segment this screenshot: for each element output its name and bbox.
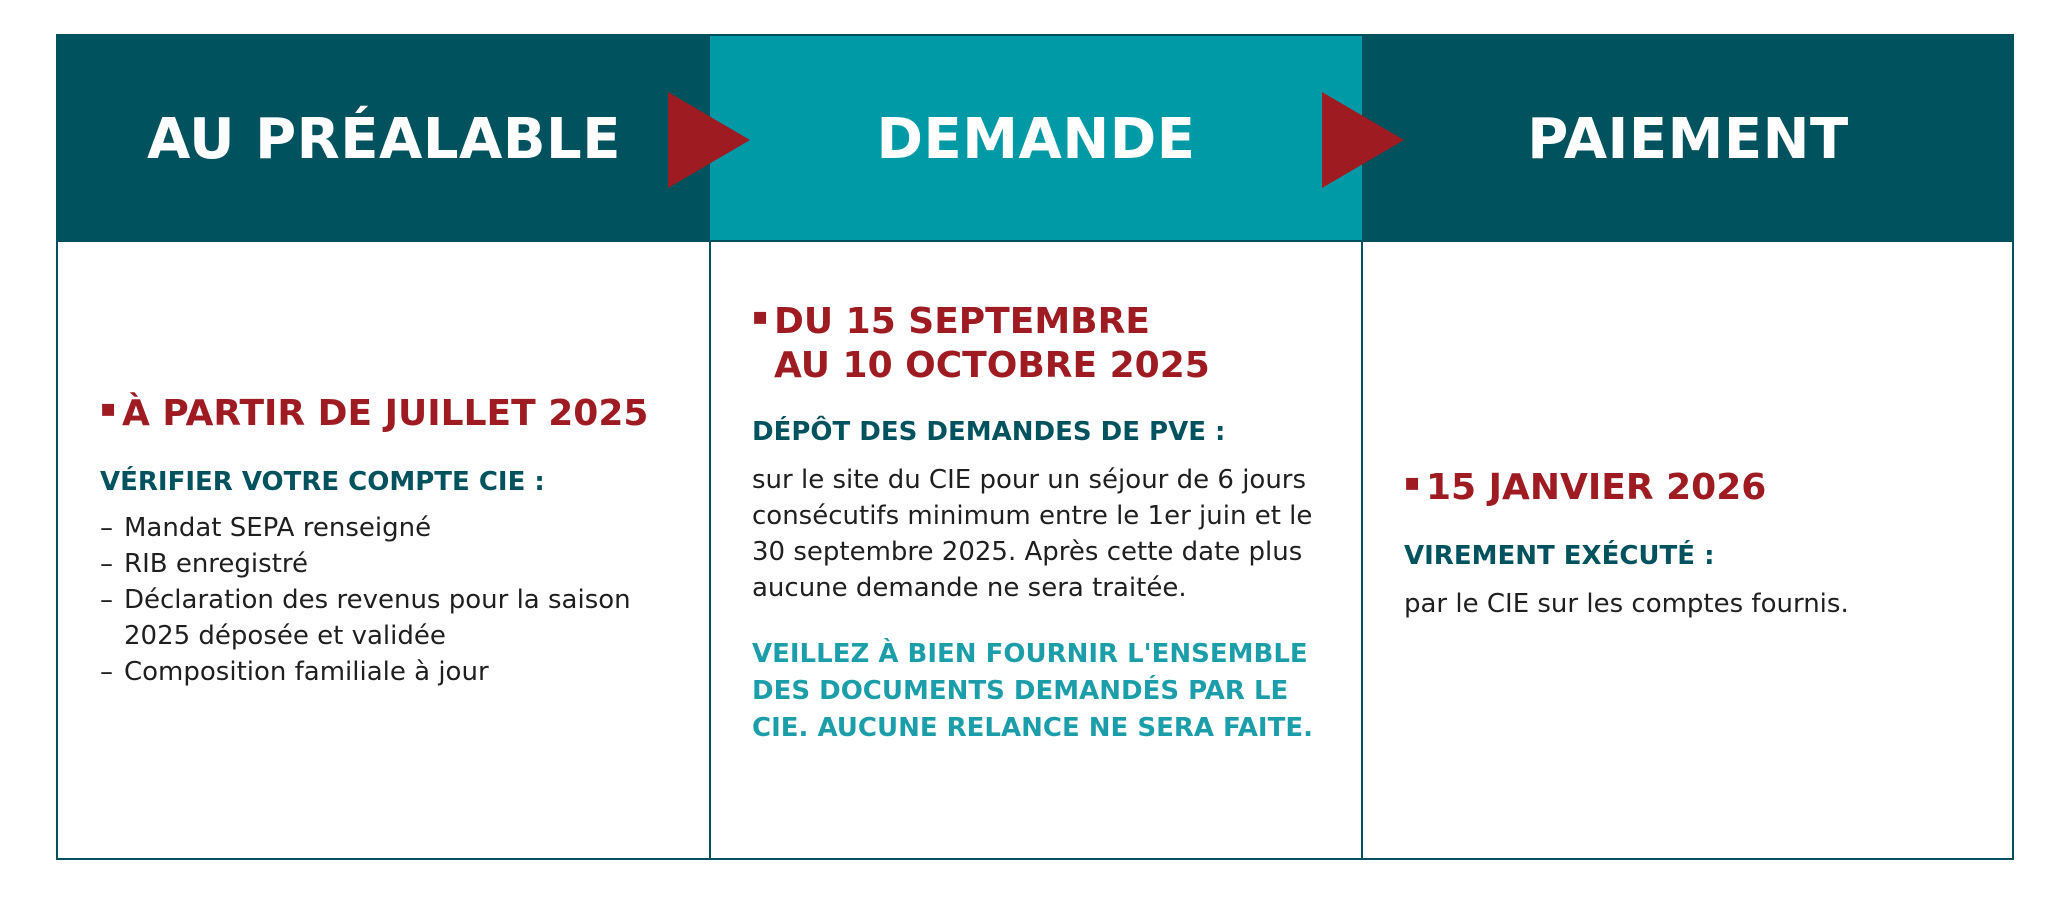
list-item: – RIB enregistré <box>100 546 690 582</box>
column-divider <box>1361 242 1363 858</box>
step-description: par le CIE sur les comptes fournis. <box>1404 589 1849 619</box>
step-title: DEMANDE <box>876 106 1196 172</box>
step-content-demande <box>752 300 1342 747</box>
arrow-right-icon <box>668 92 750 188</box>
list-item: – Déclaration des revenus pour la saison 2025 déposée et validée <box>100 582 664 654</box>
list-item: – Mandat SEPA renseigné <box>100 510 690 546</box>
header-divider <box>58 240 2012 242</box>
step-description: sur le site du CIE pour un séjour de 6 jours consécutifs minimum entre le 1er juin et le 30 septembre 2025. Après cette date plus aucune demande ne sera traitée. <box>752 465 1313 603</box>
step-title: PAIEMENT <box>1527 106 1849 172</box>
step-subtitle: VIREMENT EXÉCUTÉ : <box>1404 541 1715 571</box>
step-date: ▪ À PARTIR DE JUILLET 2025 <box>100 393 649 434</box>
step-header-demande <box>710 36 1362 242</box>
checklist <box>100 510 690 690</box>
step-date: ▪ 15 JANVIER 2026 <box>1404 467 1767 508</box>
bullet-icon: ▪ <box>1404 468 1421 496</box>
step-subtitle: VÉRIFIER VOTRE COMPTE CIE : <box>100 467 545 497</box>
step-date: ▪ DU 15 SEPTEMBRE AU 10 OCTOBRE 2025 <box>752 301 1210 386</box>
arrow-right-icon <box>1322 92 1404 188</box>
step-header-au-prealable <box>58 36 710 242</box>
step-content-au-prealable <box>100 392 690 690</box>
step-content-paiement <box>1404 466 1994 622</box>
timeline-diagram <box>56 34 2014 860</box>
step-subtitle: DÉPÔT DES DEMANDES DE PVE : <box>752 417 1226 447</box>
list-item: – Composition familiale à jour <box>100 654 690 690</box>
step-title: AU PRÉALABLE <box>147 106 621 172</box>
step-header-paiement <box>1362 36 2014 242</box>
bullet-icon: ▪ <box>100 394 117 422</box>
column-divider <box>709 242 711 858</box>
warning-note: VEILLEZ À BIEN FOURNIR L'ENSEMBLE DES DOCUMENTS DEMANDÉS PAR LE CIE. AUCUNE RELANCE NE SERA FAITE. <box>752 639 1313 743</box>
bullet-icon: ▪ <box>752 302 769 330</box>
